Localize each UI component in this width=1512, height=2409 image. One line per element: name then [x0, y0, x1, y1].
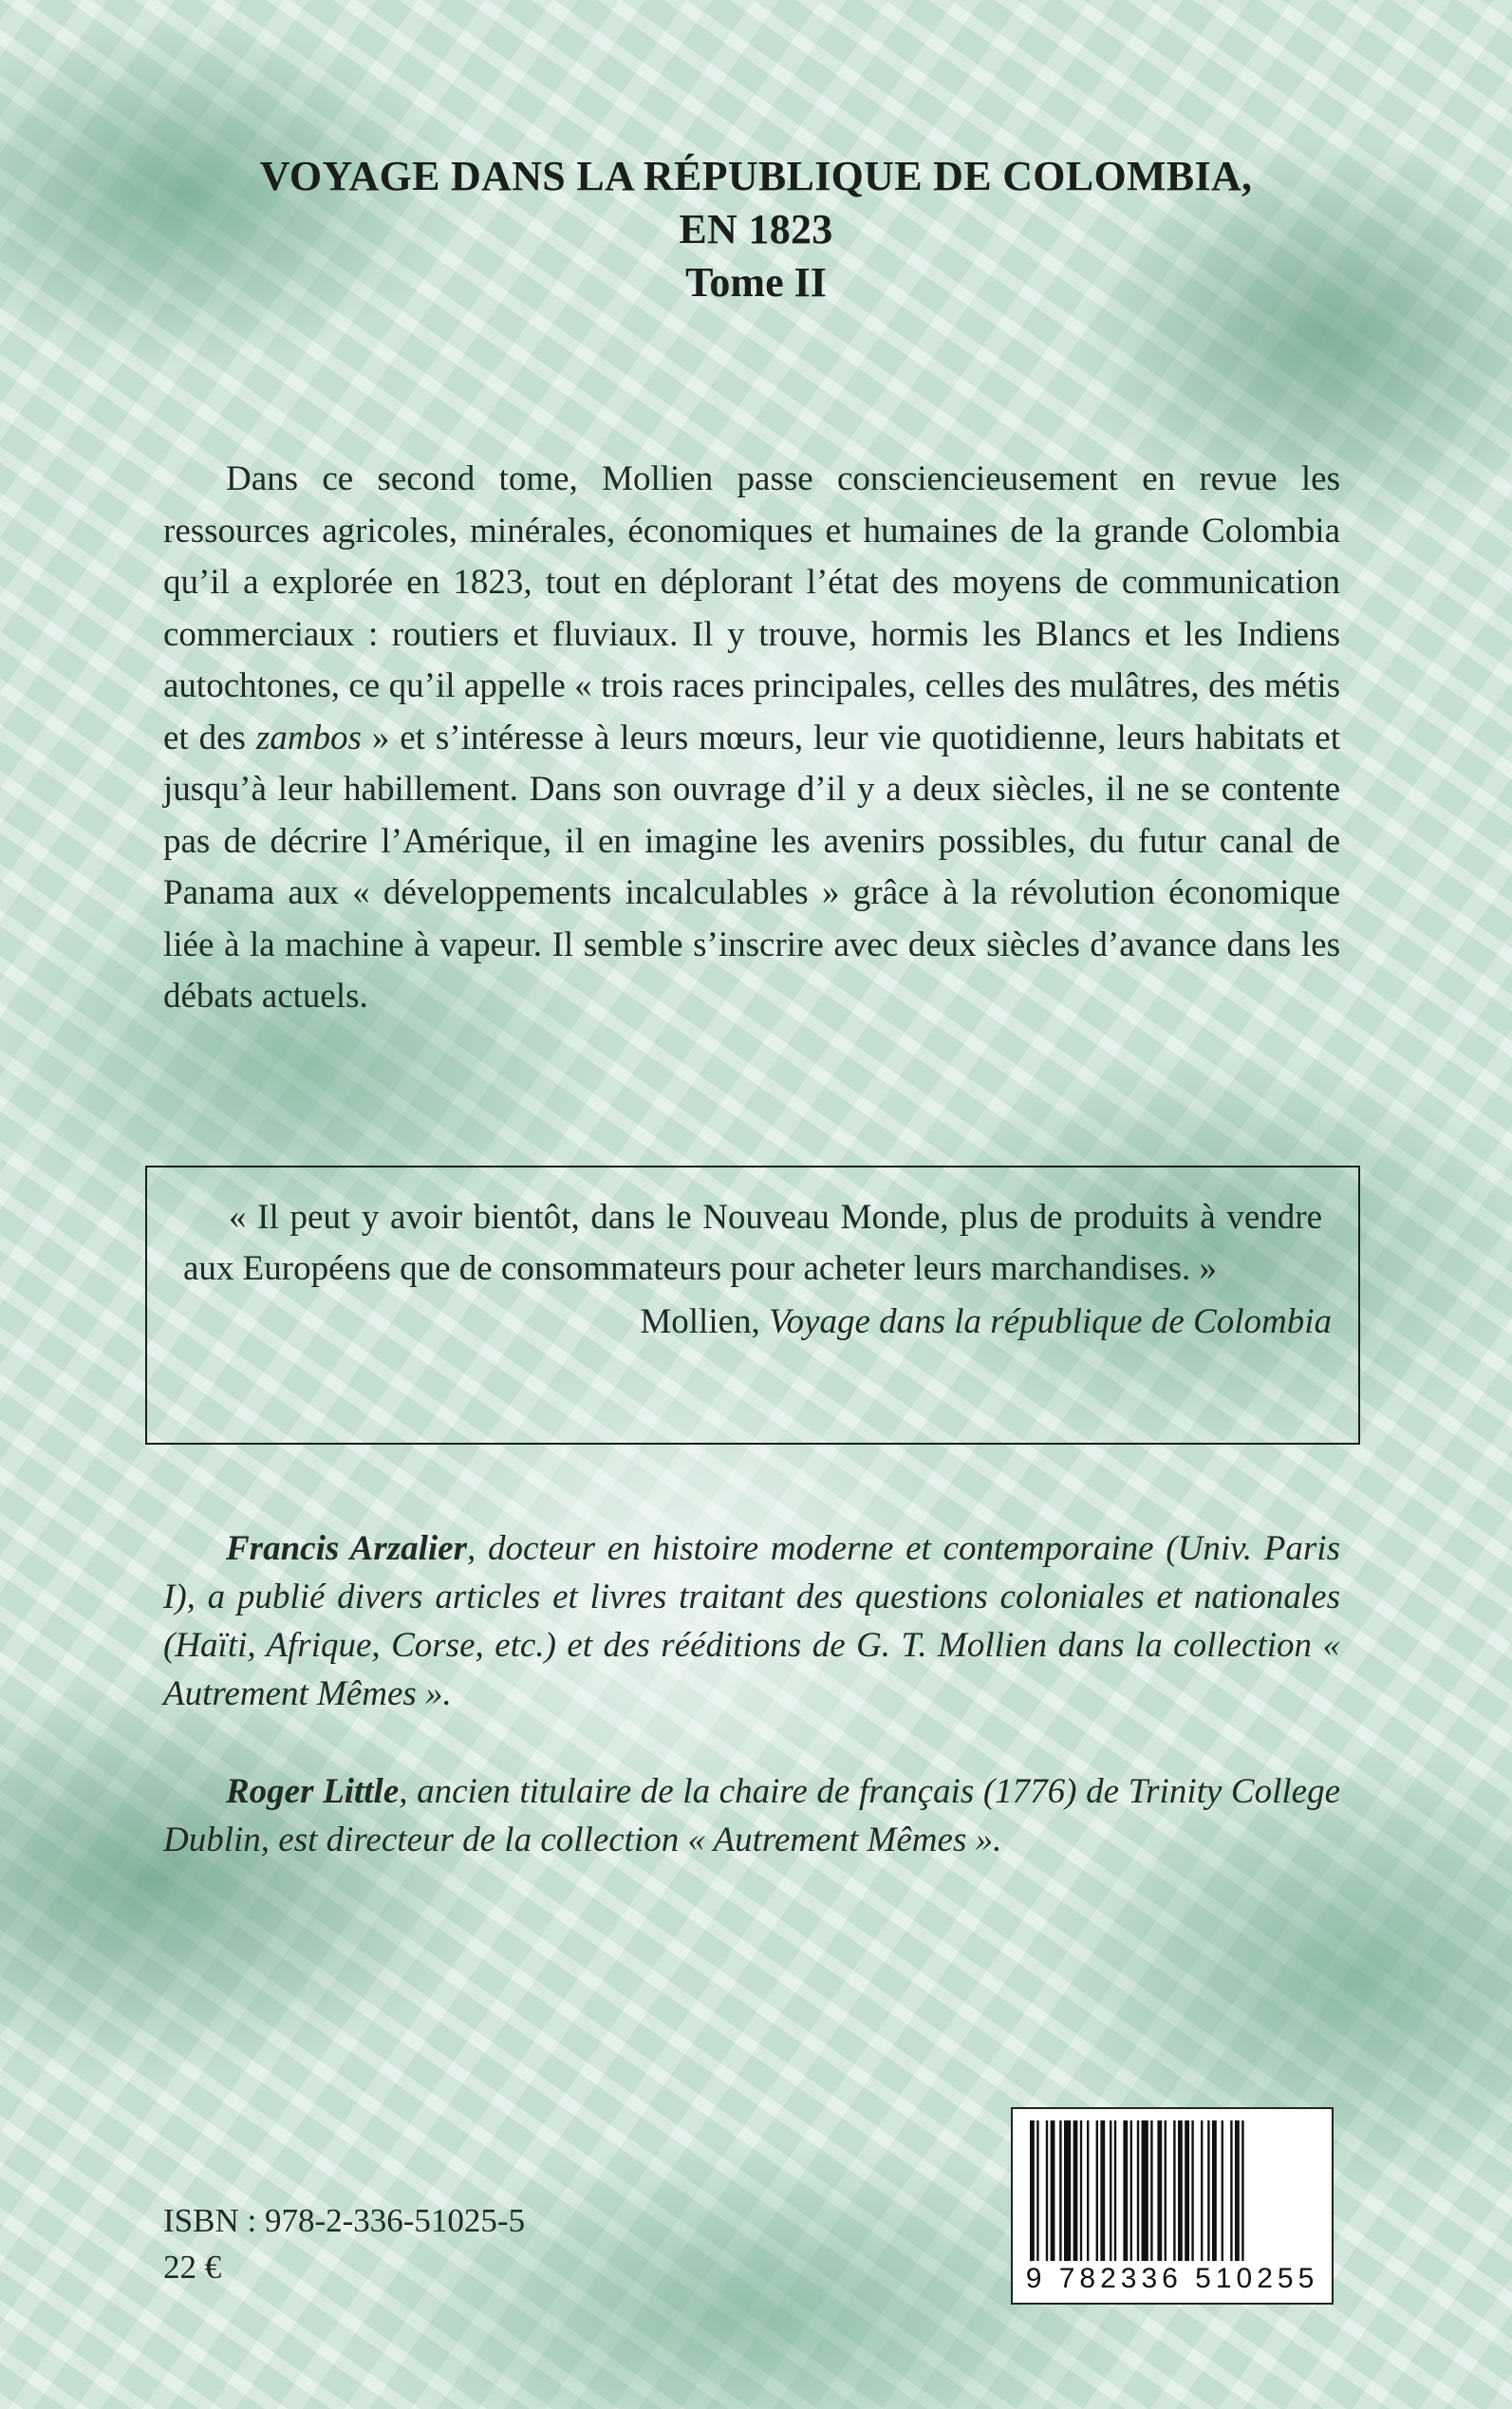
title-line-2: EN 1823 — [679, 206, 833, 252]
barcode-bar — [1137, 2120, 1139, 2261]
summary-text-b: » et s’intéresse à leurs mœurs, leur vie quotidienne, leurs habitats et jusqu’à leur habillement. Dans son ouvrage d’il y a deux siècles, il ne se contente pas de décrire l’Amérique, il en imagine les avenirs possibles, du futur canal de Panama aux « développements incalculables » grâce à la révolution économique liée à la machine à vapeur. Il semble s’inscrire avec deux siècles d’avance dans les débats actuels. — [163, 718, 1340, 1016]
barcode-digits: 9 782336 510255 — [1025, 2263, 1319, 2294]
barcode-bar — [1178, 2120, 1183, 2261]
barcode-bar — [1241, 2120, 1243, 2261]
summary-paragraph — [163, 454, 1340, 1023]
barcode-bar — [1191, 2120, 1193, 2261]
barcode-bar — [1114, 2120, 1116, 2261]
barcode-bar — [1212, 2120, 1217, 2261]
barcode-bar — [1087, 2120, 1089, 2261]
barcode-bar — [1036, 2120, 1038, 2261]
author-bio — [163, 1524, 1340, 1718]
quote-box — [145, 1166, 1360, 1445]
editor-bio-text: , ancien titulaire de la chaire de français (1776) de Trinity College Dublin, est directeur de la collection « Autrement Mêmes ». — [163, 1772, 1340, 1859]
summary-text-a: Dans ce second tome, Mollien passe consciencieusement en revue les ressources agricoles, minérales, économiques et humaines de la grande Colombia qu’il a explorée en 1823, tout en déplorant l’état des moyens de communication commerciaux : routiers et fluviaux. Il y trouve, hormis les Blancs et les Indiens autochtones, ce qu’il appelle « trois races principales, celles des mulâtres, des métis et des — [163, 459, 1340, 757]
barcode-bar — [1080, 2120, 1082, 2261]
isbn: ISBN : 978-2-336-51025-5 — [163, 2202, 526, 2239]
barcode-bar — [1230, 2120, 1232, 2261]
barcode-bar — [1073, 2120, 1078, 2261]
barcode-bar — [1150, 2120, 1152, 2261]
title-line-1: VOYAGE DANS LA RÉPUBLIQUE DE COLOMBIA, — [259, 153, 1253, 199]
barcode-bar — [1046, 2120, 1048, 2261]
quote-work: Voyage dans la république de Colombia — [769, 1302, 1332, 1341]
barcode-bar — [1123, 2120, 1128, 2261]
barcode-bar — [1173, 2120, 1175, 2261]
barcode — [1011, 2107, 1334, 2305]
quote-author: Mollien, — [640, 1302, 770, 1341]
barcode-bar — [1110, 2120, 1111, 2261]
editor-bio — [163, 1767, 1340, 1864]
editor-name: Roger Little — [226, 1772, 400, 1811]
barcode-bar — [1165, 2120, 1167, 2261]
barcode-bar — [1185, 2120, 1189, 2261]
barcode-bar — [1222, 2120, 1223, 2261]
barcode-bar — [1064, 2120, 1071, 2261]
author-bio-text: , docteur en histoire moderne et contemporaine (Univ. Paris I), a publié divers articles et livres traitant des questions coloniales et nationales (Haïti, Afrique, Corse, etc.) et des rééditions de G. T. Mollien dans la collection « Autrement Mêmes ». — [163, 1529, 1340, 1713]
barcode-bar — [1051, 2120, 1055, 2261]
barcode-bar — [1030, 2120, 1035, 2261]
author-name: Francis Arzalier — [226, 1529, 467, 1568]
barcode-bar — [1059, 2120, 1061, 2261]
quote-attribution — [640, 1297, 1332, 1348]
barcode-bar — [1130, 2120, 1132, 2261]
barcode-bar — [1100, 2120, 1105, 2261]
barcode-bars — [1030, 2120, 1316, 2261]
barcode-bar — [1157, 2120, 1162, 2261]
barcode-bar — [1235, 2120, 1240, 2261]
book-title — [0, 150, 1512, 309]
barcode-bar — [1142, 2120, 1148, 2261]
barcode-bar — [1201, 2120, 1203, 2261]
quote-text: « Il peut y avoir bientôt, dans le Nouveau Monde, plus de produits à vendre aux Européens que de consommateurs pour acheter leurs marchandises. » — [183, 1198, 1322, 1288]
barcode-bar — [1096, 2120, 1098, 2261]
summary-italic-term: zambos — [255, 718, 362, 757]
price: 22 € — [163, 2249, 222, 2286]
volume-label: Tome II — [685, 259, 827, 306]
barcode-bar — [1207, 2120, 1209, 2261]
